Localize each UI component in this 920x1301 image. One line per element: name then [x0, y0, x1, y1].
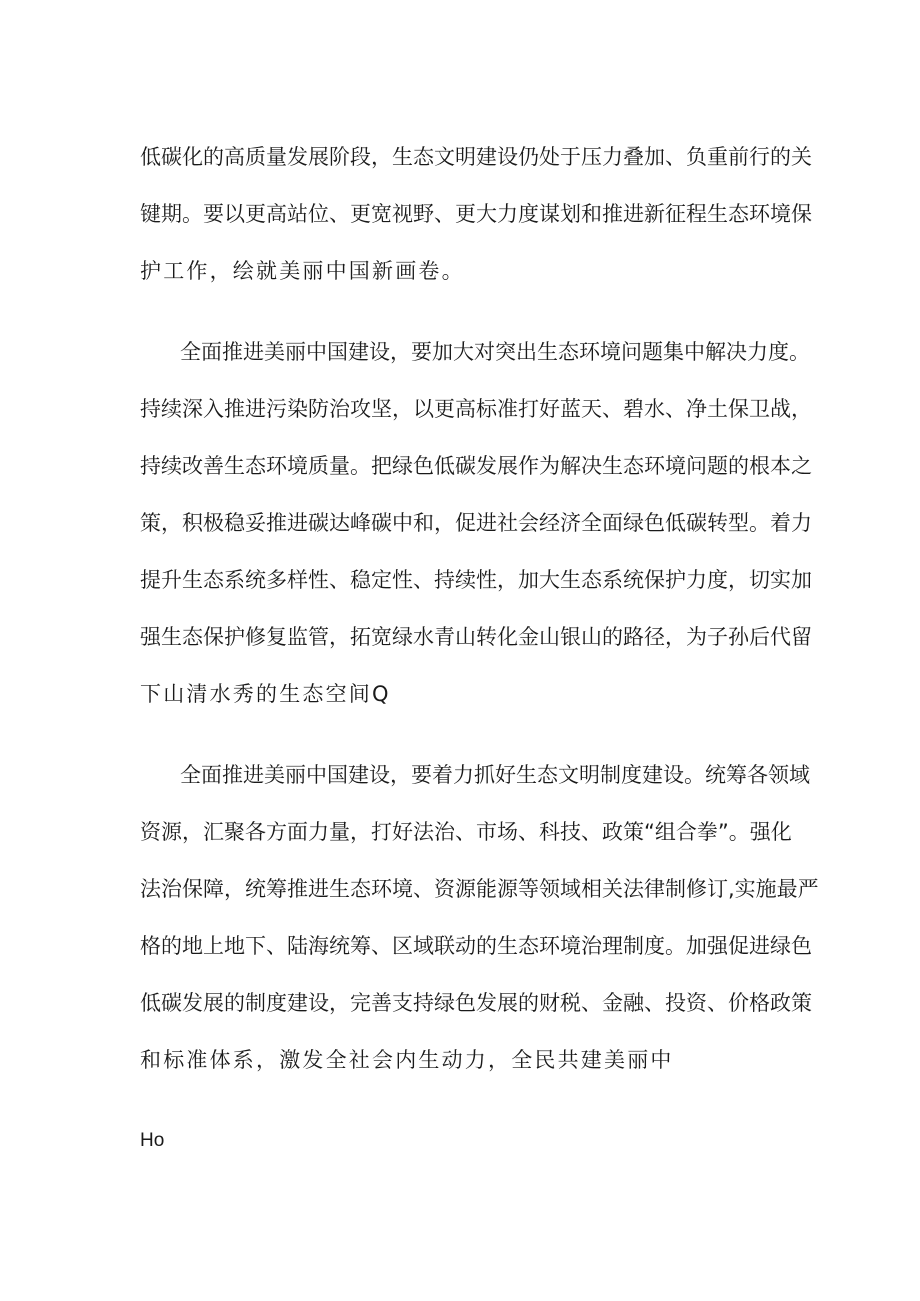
paragraph-3-line-1: 全面推进美丽中国建设，要着力抓好生态文明制度建设。统筹各领域 — [180, 763, 810, 787]
paragraph-3-line-5: 低碳发展的制度建设，完善支持绿色发展的财税、金融、投资、价格政策 — [140, 991, 812, 1015]
paragraph-2-line-3: 持续改善生态环境质量。把绿色低碳发展作为解决生态环境问题的根本之 — [140, 454, 812, 478]
paragraph-2-line-2: 持续深入推进污染防治攻坚，以更高标准打好蓝天、碧水、净土保卫战， — [140, 397, 812, 421]
paragraph-3-line-3: 法治保障，统筹推进生态环境、资源能源等领域相关法律制修订,实施最严 — [140, 877, 819, 901]
paragraph-3-line-2: 资源，汇聚各方面力量，打好法治、市场、科技、政策“组合拳”。强化 — [140, 820, 792, 844]
paragraph-2-line-5: 提升生态系统多样性、稳定性、持续性，加大生态系统保护力度，切实加 — [140, 568, 812, 592]
paragraph-1-line-1: 低碳化的高质量发展阶段，生态文明建设仍处于压力叠加、负重前行的关 — [140, 145, 812, 169]
footer-fragment: Ho — [140, 1130, 165, 1151]
paragraph-3-line-6: 和标准体系，激发全社会内生动力，全民共建美丽中 — [140, 1048, 674, 1072]
paragraph-1-line-3: 护工作，绘就美丽中国新画卷。 — [140, 259, 465, 283]
paragraph-2-line-7: 下山清水秀的生态空间Q — [140, 682, 391, 706]
paragraph-3-line-4: 格的地上地下、陆海统筹、区域联动的生态环境治理制度。加强促进绿色 — [140, 934, 812, 958]
paragraph-2-line-1: 全面推进美丽中国建设，要加大对突出生态环境问题集中解决力度。 — [180, 340, 810, 364]
paragraph-1-line-2: 键期。要以更高站位、更宽视野、更大力度谋划和推进新征程生态环境保 — [140, 202, 812, 226]
paragraph-2-line-6: 强生态保护修复监管，拓宽绿水青山转化金山银山的路径，为子孙后代留 — [140, 625, 812, 649]
paragraph-2-line-4: 策，积极稳妥推进碳达峰碳中和，促进社会经济全面绿色低碳转型。着力 — [140, 511, 812, 535]
